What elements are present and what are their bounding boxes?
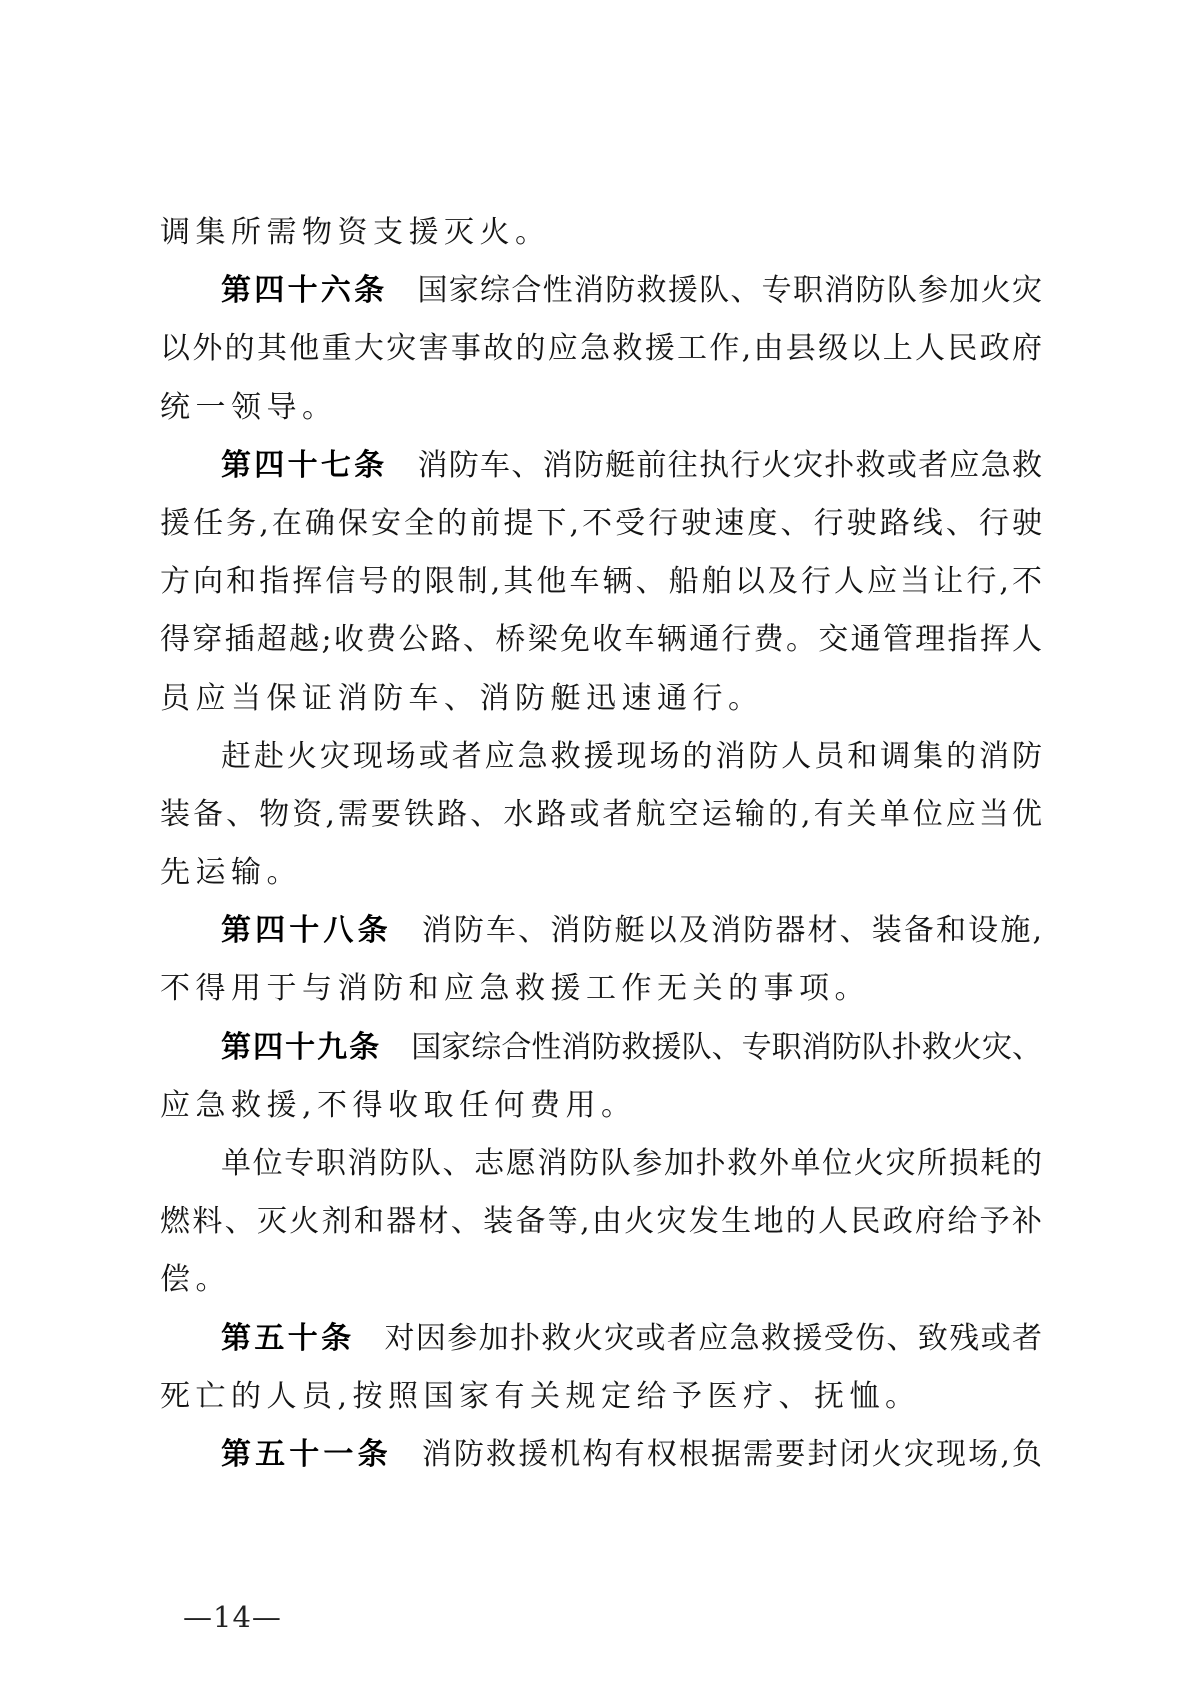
line-text: 赶赴火灾现场或者应急救援现场的消防人员和调集的消防 — [221, 738, 1042, 774]
line-text: 不得用于与消防和应急救援工作无关的事项。 — [160, 971, 870, 1007]
article-number: 第四十六条 — [221, 273, 388, 309]
line-text: 单位专职消防队、志愿消防队参加扑救外单位火灾所损耗的 — [221, 1146, 1042, 1181]
text-line — [160, 611, 1042, 669]
text-line — [160, 670, 1042, 728]
article-number: 第四十九条 — [221, 1029, 382, 1065]
text-line — [160, 1077, 1042, 1135]
text-line — [160, 902, 1042, 960]
text-column — [160, 204, 1042, 1484]
line-text: 以外的其他重大灾害事故的应急救援工作,由县级以上人民政府 — [160, 331, 1042, 367]
text-line — [160, 1135, 1042, 1193]
article-number: 第五十一条 — [221, 1436, 392, 1472]
page-number: —14— — [183, 1600, 282, 1634]
line-text: 调集所需物资支援灭火。 — [160, 215, 551, 250]
text-line — [160, 728, 1042, 786]
text-line — [160, 1368, 1042, 1426]
line-text: 装备、物资,需要铁路、水路或者航空运输的,有关单位应当优 — [160, 796, 1042, 832]
text-line — [160, 786, 1042, 844]
line-text: 燃料、灭火剂和器材、装备等,由火灾发生地的人民政府给予补 — [160, 1204, 1042, 1240]
text-line — [160, 1019, 1042, 1077]
article-number: 第五十条 — [221, 1320, 355, 1356]
text-line — [160, 437, 1042, 495]
article-number: 第四十八条 — [221, 913, 392, 949]
line-text: 偿。 — [160, 1262, 231, 1298]
line-text: 方向和指挥信号的限制,其他车辆、船舶以及行人应当让行,不 — [160, 564, 1042, 600]
line-text: 先运输。 — [160, 855, 302, 891]
line-text: 援任务,在确保安全的前提下,不受行驶速度、行驶路线、行驶 — [160, 505, 1042, 541]
line-text: 统一领导。 — [160, 389, 338, 425]
article-number: 第四十七条 — [221, 447, 388, 483]
text-line — [160, 844, 1042, 902]
line-text: 国家综合性消防救援队、专职消防队扑救火灾、 — [411, 1029, 1042, 1065]
line-text: 得穿插超越;收费公路、桥梁免收车辆通行费。交通管理指挥人 — [160, 622, 1042, 658]
text-line — [160, 379, 1042, 437]
line-text: 消防车、消防艇前往执行火灾扑救或者应急救 — [417, 447, 1042, 483]
text-line — [160, 204, 1042, 262]
text-line — [160, 960, 1042, 1018]
text-line — [160, 262, 1042, 320]
line-text: 死亡的人员,按照国家有关规定给予医疗、抚恤。 — [160, 1378, 921, 1414]
text-line — [160, 1251, 1042, 1309]
text-line — [160, 1426, 1042, 1484]
line-text: 对因参加扑救火灾或者应急救援受伤、致残或者 — [384, 1320, 1042, 1356]
text-line — [160, 1310, 1042, 1368]
text-line — [160, 553, 1042, 611]
line-text: 消防救援机构有权根据需要封闭火灾现场,负 — [421, 1436, 1042, 1472]
line-text: 消防车、消防艇以及消防器材、装备和设施, — [421, 913, 1042, 949]
text-line — [160, 1193, 1042, 1251]
line-text: 员应当保证消防车、消防艇迅速通行。 — [160, 680, 764, 716]
text-line — [160, 320, 1042, 378]
line-text: 国家综合性消防救援队、专职消防队参加火灾 — [417, 273, 1042, 309]
text-line — [160, 495, 1042, 553]
line-text: 应急救援,不得收取任何费用。 — [160, 1087, 637, 1123]
